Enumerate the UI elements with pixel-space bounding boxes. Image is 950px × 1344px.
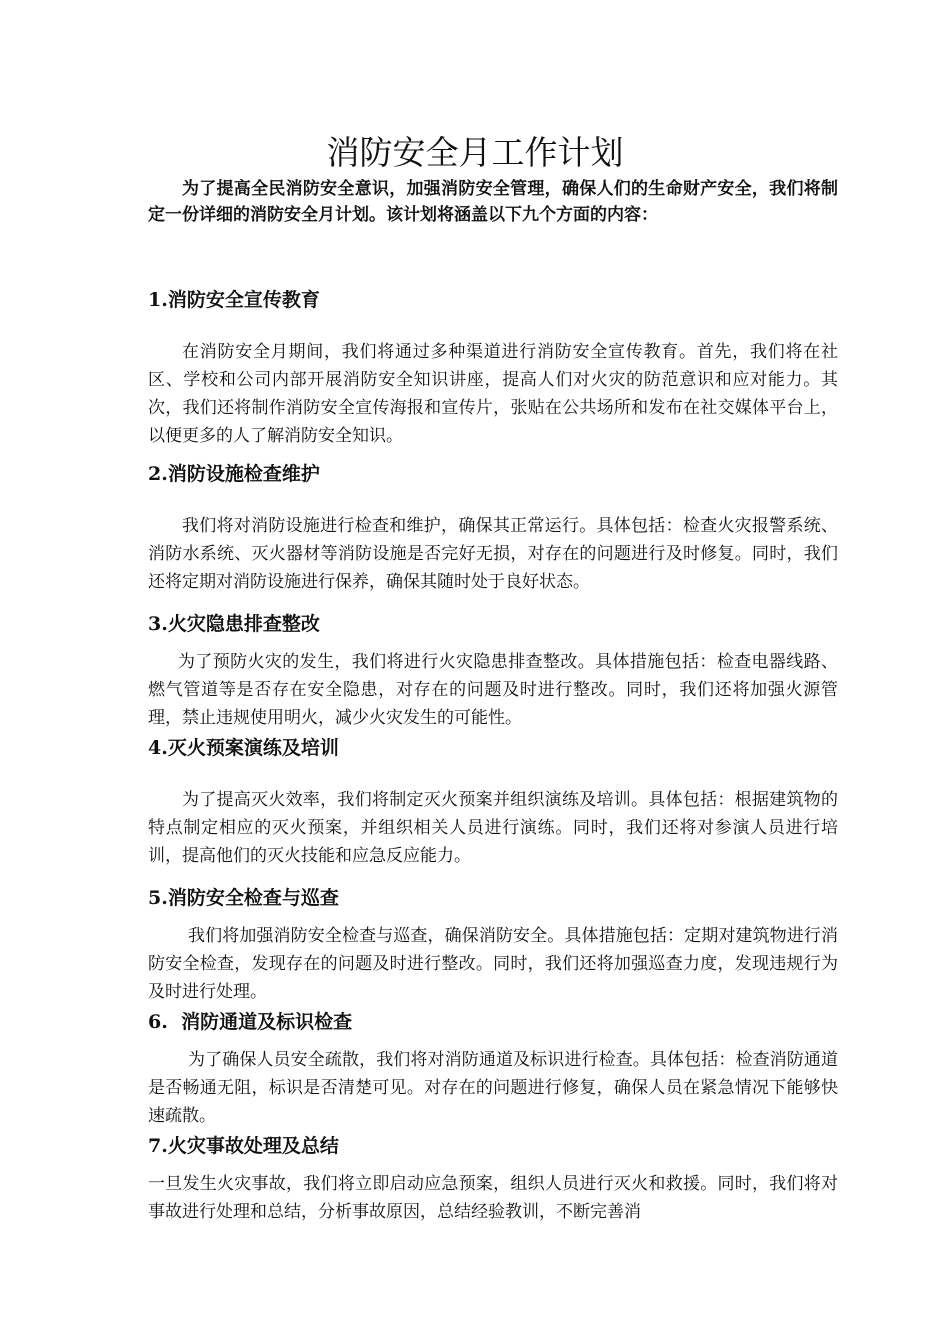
section-body-2: 我们将对消防设施进行检查和维护，确保其正常运行。具体包括：检查火灾报警系统、消防水系统、灭火器材等消防设施是否完好无损，对存在的问题进行及时修复。同时，我们还将定期对消防设施进行保养，确保其随时处于良好状态。	[148, 516, 838, 592]
section-heading-3: 3.火灾隐患排查整改	[148, 613, 320, 635]
intro-paragraph: 为了提高全民消防安全意识，加强消防安全管理，确保人们的生命财产安全，我们将制定一份详细的消防安全月计划。该计划将涵盖以下九个方面的内容：	[148, 179, 838, 225]
section-body-1: 在消防安全月期间，我们将通过多种渠道进行消防安全宣传教育。首先，我们将在社区、学校和公司内部开展消防安全知识讲座，提高人们对火灾的防范意识和应对能力。其次，我们还将制作消防安全宣传海报和宣传片，张贴在公共场所和发布在社交媒体平台上，以便更多的人了解消防安全知识。	[148, 342, 838, 446]
section-body-4: 为了提高灭火效率，我们将制定灭火预案并组织演练及培训。具体包括：根据建筑物的特点制定相应的灭火预案，并组织相关人员进行演练。同时，我们还将对参演人员进行培训，提高他们的灭火技能和应急反应能力。	[148, 790, 838, 866]
section-heading-2: 2.消防设施检查维护	[148, 463, 320, 485]
section-heading-4: 4.灭火预案演练及培训	[148, 737, 339, 759]
section-body-7: 一旦发生火灾事故，我们将立即启动应急预案，组织人员进行灭火和救援。同时，我们将对事故进行处理和总结，分析事故原因，总结经验教训，不断完善消	[148, 1174, 838, 1222]
section-heading-7: 7.火灾事故处理及总结	[148, 1135, 339, 1157]
section-heading-1: 1.消防安全宣传教育	[148, 289, 320, 311]
section-body-5: 我们将加强消防安全检查与巡查，确保消防安全。具体措施包括：定期对建筑物进行消防安全检查，发现存在的问题及时进行整改。同时，我们还将加强巡查力度，发现违规行为及时进行处理。	[148, 926, 838, 1002]
page-title: 消防安全月工作计划	[326, 133, 624, 172]
section-heading-5: 5.消防安全检查与巡查	[148, 887, 339, 909]
section-heading-6: 6. 消防通道及标识检查	[148, 1011, 353, 1033]
section-body-3: 为了预防火灾的发生，我们将进行火灾隐患排查整改。具体措施包括：检查电器线路、燃气管道等是否存在安全隐患，对存在的问题及时进行整改。同时，我们还将加强火源管理，禁止违规使用明火，减少火灾发生的可能性。	[148, 652, 838, 728]
section-body-6: 为了确保人员安全疏散，我们将对消防通道及标识进行检查。具体包括：检查消防通道是否畅通无阻，标识是否清楚可见。对存在的问题进行修复，确保人员在紧急情况下能够快速疏散。	[148, 1050, 838, 1126]
